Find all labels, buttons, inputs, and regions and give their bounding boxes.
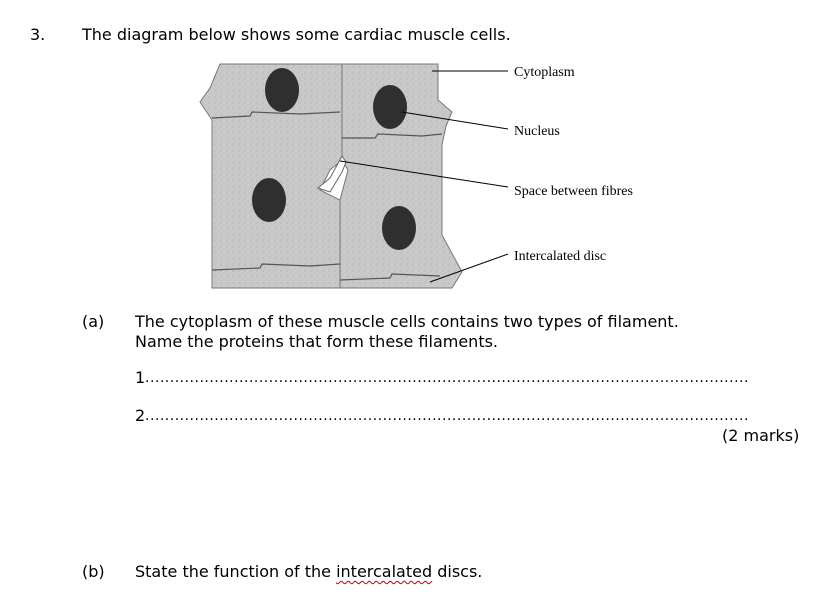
- part-b-text-before: State the function of the: [135, 562, 337, 581]
- label-space-between-fibres: Space between fibres: [514, 184, 633, 199]
- answer-2-number: 2: [135, 406, 146, 425]
- question-intro: The diagram below shows some cardiac muscle cells.: [82, 25, 511, 44]
- nucleus: [373, 85, 407, 129]
- label-cytoplasm: Cytoplasm: [514, 65, 575, 80]
- part-b-text-after: discs.: [432, 562, 483, 581]
- marks-label: (2 marks): [722, 426, 800, 445]
- question-number: 3.: [30, 25, 46, 44]
- label-intercalated-disc: Intercalated disc: [514, 249, 607, 264]
- part-a-text-line2: Name the proteins that form these filaments.: [135, 332, 499, 351]
- part-a-letter: (a): [82, 312, 105, 331]
- answer-1-number: 1: [135, 368, 146, 387]
- nucleus: [265, 68, 299, 112]
- nucleus: [382, 206, 416, 250]
- part-b-spellcheck-word: intercalated: [336, 562, 433, 581]
- label-nucleus: Nucleus: [514, 124, 560, 139]
- cardiac-muscle-diagram: [190, 60, 670, 295]
- answer-line-2[interactable]: ..........................................................................................................................: [145, 408, 749, 424]
- part-a-text-line1: The cytoplasm of these muscle cells contains two types of filament.: [135, 312, 679, 331]
- nucleus: [252, 178, 286, 222]
- answer-line-1[interactable]: ..........................................................................................................................: [145, 370, 749, 386]
- part-b-text: [135, 562, 482, 582]
- part-b-letter: (b): [82, 562, 105, 581]
